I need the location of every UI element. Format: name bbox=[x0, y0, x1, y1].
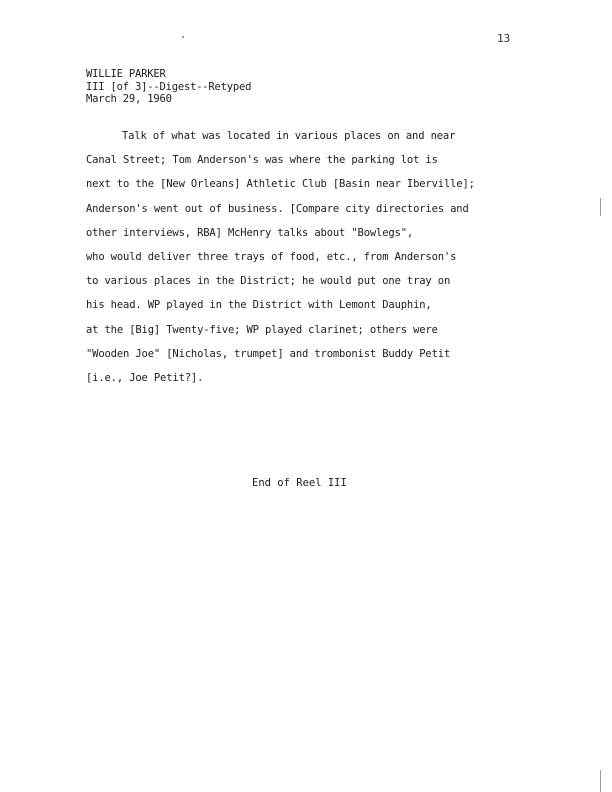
body-line: other interviews, RBA] McHenry talks about "Bowlegs", bbox=[86, 226, 414, 239]
body-line: next to the [New Orleans] Athletic Club [Basin near Iberville]; bbox=[86, 178, 475, 191]
body-line: Talk of what was located in various places on and near bbox=[122, 130, 456, 142]
page-number: 13 bbox=[497, 32, 511, 45]
digest-body bbox=[86, 124, 475, 390]
end-of-reel-note: End of Reel III bbox=[252, 477, 347, 489]
document-header bbox=[86, 68, 251, 106]
body-line: who would deliver three trays of food, etc., from Anderson's bbox=[86, 251, 457, 264]
body-line: Anderson's went out of business. [Compare city directories and bbox=[86, 202, 469, 215]
reel-info: III [of 3]--Digest--Retyped bbox=[86, 80, 252, 93]
interviewee-name: WILLIE PARKER bbox=[86, 68, 166, 80]
body-line: [i.e., Joe Petit?]. bbox=[86, 372, 204, 385]
body-line: at the [Big] Twenty-five; WP played clarinet; others were bbox=[86, 323, 438, 336]
body-line: "Wooden Joe" [Nicholas, trumpet] and trombonist Buddy Petit bbox=[86, 347, 451, 360]
scan-edge-mark bbox=[600, 770, 601, 792]
scan-speck bbox=[182, 36, 184, 38]
scan-edge-mark bbox=[600, 198, 601, 216]
body-line: Canal Street; Tom Anderson's was where the parking lot is bbox=[86, 154, 438, 167]
body-line: to various places in the District; he would put one tray on bbox=[86, 275, 451, 288]
body-line: his head. WP played in the District with Lemont Dauphin, bbox=[86, 299, 432, 312]
interview-date: March 29, 1960 bbox=[86, 93, 172, 105]
